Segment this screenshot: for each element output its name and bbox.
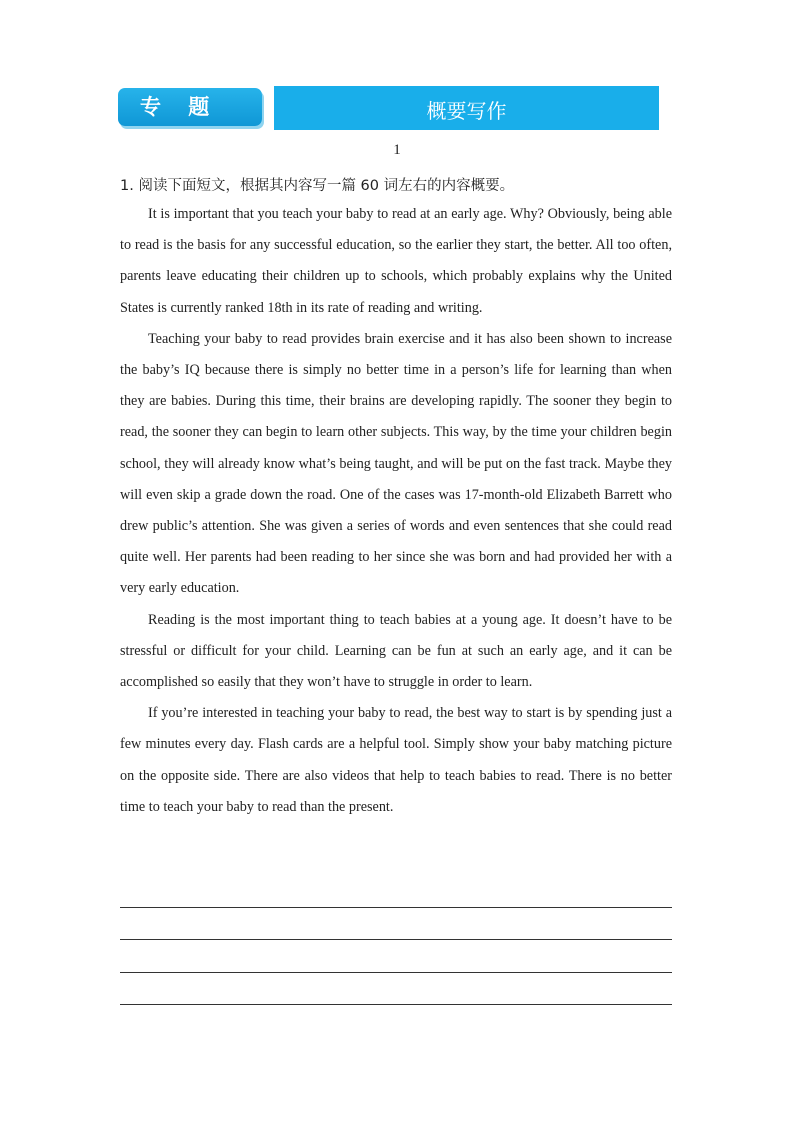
passage-paragraph-4: If you’re interested in teaching your baby to read, the best way to start is by spending just a few minutes every day. Flash cards are a helpful tool. Simply show your baby matching picture on the opposite side. There are also videos that help to teach babies to read. There is no better time to teach your baby to read than the present. (120, 705, 672, 815)
page-number: 1 (393, 142, 401, 158)
answer-line[interactable] (120, 1004, 672, 1036)
reading-passage (120, 199, 672, 823)
topic-badge: 专 题 九 (118, 88, 262, 126)
section-header (118, 86, 659, 157)
answer-line[interactable] (120, 939, 672, 971)
answer-line[interactable] (120, 907, 672, 939)
question-prompt: 1. 阅读下面短文，根据其内容写一篇 60 词左右的内容概要。 (120, 178, 515, 194)
section-title: 概要写作 (274, 86, 659, 130)
passage-paragraph-1: It is important that you teach your baby to read at an early age. Why? Obviously, being able to read is the basis for any successful education, so the earlier they start, the better. All too often, parents leave educating their children up to schools, which probably explains why the United States is currently ranked 18th in its rate of reading and writing. (120, 206, 672, 316)
answer-line[interactable] (120, 972, 672, 1004)
passage-paragraph-2: Teaching your baby to read provides brain exercise and it has also been shown to increase the baby’s IQ because there is simply no better time in a person’s life for learning than when they are babies. During this time, their brains are developing rapidly. The sooner they begin to read, the sooner they can begin to learn other subjects. This way, by the time your children begin school, they will already know what’s being taught, and will be put on the fast track. Maybe they will even skip a grade down the road. One of the cases was 17-month-old Elizabeth Barrett who drew public’s attention. She was given a series of words and even sentences that she could read quite well. Her parents had been reading to her since she was born and had provided her with a very early education. (120, 330, 672, 597)
answer-area[interactable] (120, 907, 672, 1036)
passage-paragraph-3: Reading is the most important thing to teach babies at a young age. It doesn’t have to be stressful or difficult for your child. Learning can be fun at such an early age, and it can be accomplished so easily that they won’t have to struggle in order to learn. (120, 611, 672, 691)
